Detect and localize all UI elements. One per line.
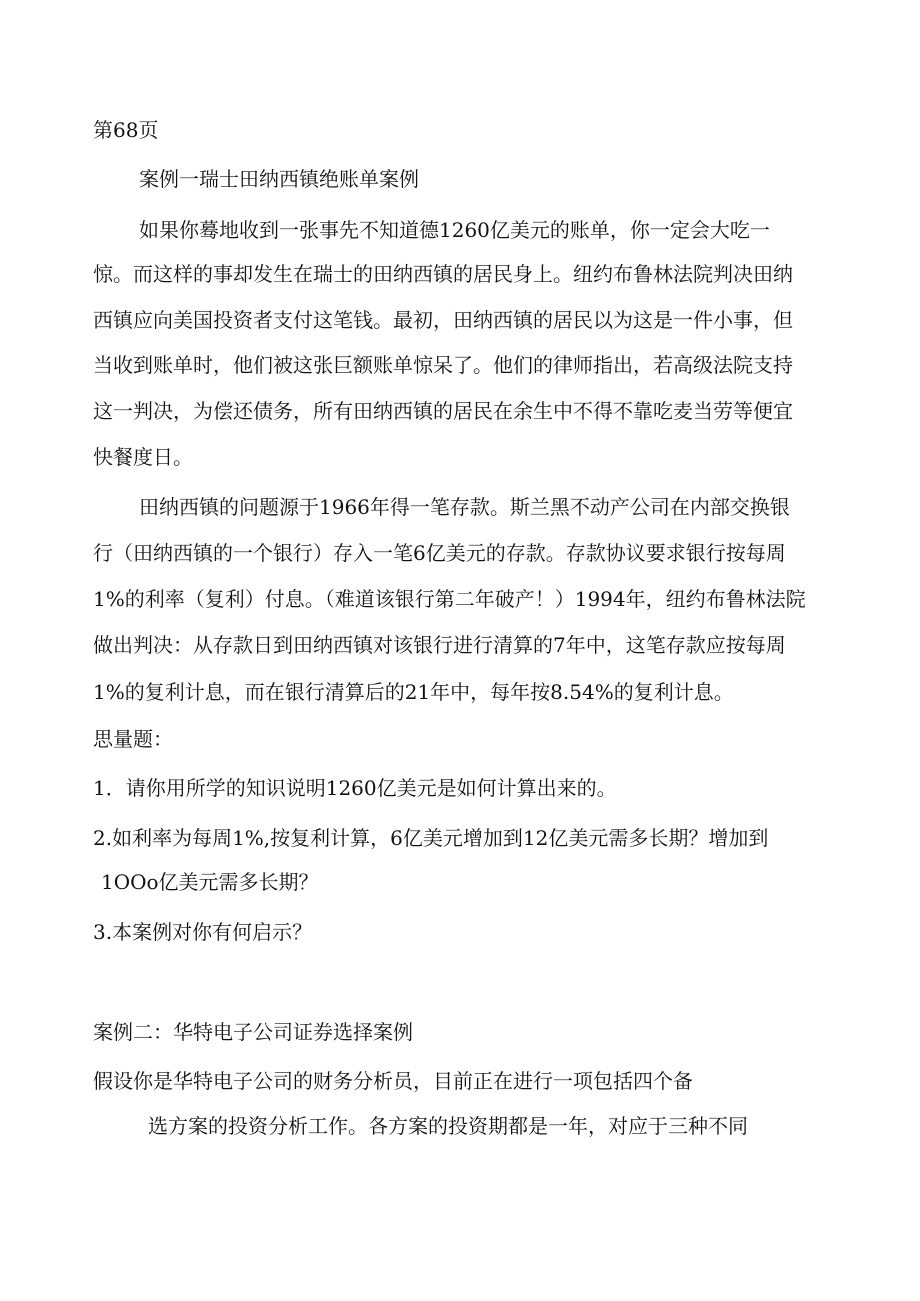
paragraph-line: 行（田纳西镇的一个银行）存入一笔6亿美元的存款。存款协议要求银行按每周 bbox=[93, 541, 786, 565]
paragraph-line: 田纳西镇的问题源于1966年得一笔存款。斯兰黑不动产公司在内部交换银 bbox=[139, 495, 790, 519]
question-2-line-1: 2.如利率为每周1%,按复利计算，6亿美元增加到12亿美元需多长期？增加到 bbox=[93, 826, 769, 850]
case2-line-1: 假设你是华特电子公司的财务分析员，目前正在进行一项包括四个备 bbox=[93, 1069, 693, 1093]
question-3: 3.本案例对你有何启示？ bbox=[93, 920, 313, 944]
paragraph-line: 1%的利率（复利）付息。（难道该银行第二年破产！）1994年，纽约布鲁林法院 bbox=[93, 587, 806, 611]
paragraph-line: 这一判决，为偿还债务，所有田纳西镇的居民在余生中不得不靠吃麦当劳等便宜 bbox=[93, 399, 793, 423]
paragraph-line: 做出判决：从存款日到田纳西镇对该银行进行清算的7年中，这笔存款应按每周 bbox=[93, 633, 786, 657]
case2-line-2: 选方案的投资分析工作。各方案的投资期都是一年，对应于三种不同 bbox=[148, 1114, 748, 1138]
paragraph-line: 如果你蓦地收到一张事先不知道德1260亿美元的账单，你一定会大吃一 bbox=[139, 218, 770, 242]
paragraph-line: 1%的复利计息，而在银行清算后的21年中，每年按8.54%的复利计息。 bbox=[93, 680, 734, 704]
paragraph-line: 惊。而这样的事却发生在瑞士的田纳西镇的居民身上。纽约布鲁林法院判决田纳 bbox=[93, 262, 793, 286]
case1-title: 案例一瑞士田纳西镇绝账单案例 bbox=[139, 167, 419, 191]
questions-heading: 思量题： bbox=[93, 727, 173, 751]
paragraph-line: 快餐度日。 bbox=[93, 445, 193, 469]
page-label: 第68页 bbox=[93, 118, 159, 142]
paragraph-line: 当收到账单时，他们被这张巨额账单惊呆了。他们的律师指出，若高级法院支持 bbox=[93, 353, 793, 377]
question-1: 1．请你用所学的知识说明1260亿美元是如何计算出来的。 bbox=[93, 776, 617, 800]
case2-title: 案例二：华特电子公司证券选择案例 bbox=[93, 1020, 413, 1044]
question-2-line-2: 1OOo亿美元需多长期？ bbox=[101, 870, 319, 894]
paragraph-line: 西镇应向美国投资者支付这笔钱。最初，田纳西镇的居民以为这是一件小事，但 bbox=[93, 308, 793, 332]
